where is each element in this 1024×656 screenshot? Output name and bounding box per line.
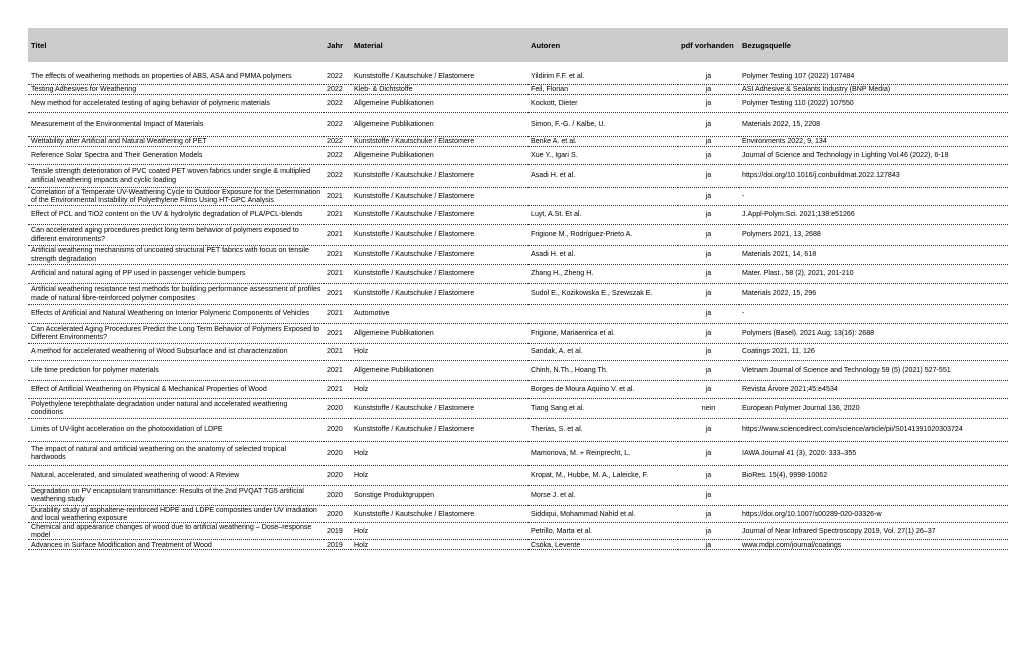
cell-material: Allgemeine Publikationen [351, 112, 528, 136]
cell-jahr: 2022 [324, 94, 351, 112]
cell-titel: A method for accelerated weathering of Wood Subsurface and ist characterization [28, 343, 324, 360]
cell-titel: Wettability after Artificial and Natural Weathering of PET [28, 136, 324, 146]
cell-quelle: Materials 2022, 15, 2208 [739, 112, 1008, 136]
cell-material: Allgemeine Publikationen [351, 360, 528, 380]
cell-titel: Can Accelerated Aging Procedures Predict the Long Term Behavior of Polymers Exposed to Different Environments? [28, 323, 324, 343]
cell-titel: Chemical and appearance changes of wood due to artificial weathering – Dose–response model [28, 522, 324, 539]
cell-autoren: Frigione M., Rodríguez-Prieto A. [528, 224, 678, 245]
cell-pdf: ja [678, 522, 739, 539]
cell-quelle: https://doi.org/10.1016/j.conbuildmat.2022.127843 [739, 164, 1008, 187]
table-row[interactable] [28, 187, 1008, 205]
cell-pdf: ja [678, 68, 739, 84]
cell-pdf: ja [678, 245, 739, 264]
cell-quelle: Coatings 2021, 11, 126 [739, 343, 1008, 360]
cell-autoren: Morse J. et al. [528, 485, 678, 505]
cell-pdf: ja [678, 283, 739, 304]
header-jahr[interactable]: Jahr [324, 28, 351, 62]
cell-autoren: Zhang H., Zheng H. [528, 264, 678, 283]
cell-titel: Correlation of a Temperate UV-Weathering Cycle to Outdoor Exposure for the Determination of the Environmental Instability of Polyethylene Films Using HT-GPC Analysis [28, 187, 324, 205]
header-material[interactable]: Material [351, 28, 528, 62]
cell-material: Kunststoffe / Kautschuke / Elastomere [351, 398, 528, 418]
cell-quelle: Mater. Plast., 58 (2), 2021, 201-210 [739, 264, 1008, 283]
cell-autoren: Yildirim F.F. et al. [528, 68, 678, 84]
cell-autoren: Simon, F.-G. / Kalbe, U. [528, 112, 678, 136]
table-body [28, 62, 1008, 550]
cell-pdf: ja [678, 360, 739, 380]
cell-jahr: 2019 [324, 522, 351, 539]
cell-pdf: ja [678, 418, 739, 441]
cell-material: Holz [351, 441, 528, 465]
cell-material: Holz [351, 522, 528, 539]
table-header-row [28, 28, 1008, 62]
cell-pdf: ja [678, 540, 739, 550]
table-row[interactable] [28, 84, 1008, 94]
cell-jahr: 2021 [324, 304, 351, 323]
cell-quelle: J.Appl-Polym.Sci. 2021;138:e51266 [739, 205, 1008, 224]
cell-autoren: Benke A. et al. [528, 136, 678, 146]
cell-titel: Testing Adhesives for Weathering [28, 84, 324, 94]
cell-quelle: - [739, 187, 1008, 205]
cell-material: Kunststoffe / Kautschuke / Elastomere [351, 418, 528, 441]
cell-titel: Degradation on PV encapsulant transmittance: Results of the 2nd PVQAT TG5 artificial weathering study [28, 485, 324, 505]
cell-quelle: Polymer Testing 110 (2022) 107550 [739, 94, 1008, 112]
cell-jahr: 2020 [324, 465, 351, 485]
cell-quelle: Polymers (Basel). 2021 Aug; 13(16): 2688 [739, 323, 1008, 343]
cell-jahr: 2021 [324, 323, 351, 343]
cell-jahr: 2021 [324, 264, 351, 283]
header-titel[interactable]: Titel [28, 28, 324, 62]
cell-titel: Effect of Artificial Weathering on Physical & Mechanical Properties of Wood [28, 380, 324, 398]
cell-titel: The effects of weathering methods on properties of ABS, ASA and PMMA polymers [28, 68, 324, 84]
table-row[interactable] [28, 205, 1008, 224]
cell-material: Sonstige Produktgruppen [351, 485, 528, 505]
cell-titel: Advances in Surface Modification and Treatment of Wood [28, 540, 324, 550]
cell-quelle [739, 485, 1008, 505]
cell-autoren: Sudol E., Kozikowska E., Szewszak E. [528, 283, 678, 304]
cell-material: Automotive [351, 304, 528, 323]
cell-quelle: Journal of Near Infrared Spectroscopy 2019, Vol. 27(1) 26–37 [739, 522, 1008, 539]
cell-autoren: Feil, Florian [528, 84, 678, 94]
cell-autoren [528, 187, 678, 205]
cell-autoren: Siddiqui, Mohammad Nahid et al. [528, 505, 678, 522]
cell-jahr: 2022 [324, 68, 351, 84]
cell-titel: Effect of PCL and TiO2 content on the UV & hydrolytic degradation of PLA/PCL-blends [28, 205, 324, 224]
cell-material: Holz [351, 540, 528, 550]
cell-pdf: ja [678, 323, 739, 343]
cell-titel: Reference Solar Spectra and Their Generation Models [28, 146, 324, 164]
cell-titel: Natural, accelerated, and simulated weathering of wood: A Review [28, 465, 324, 485]
table-row[interactable] [28, 418, 1008, 441]
cell-autoren: Asadi H. et al. [528, 245, 678, 264]
cell-quelle: - [739, 304, 1008, 323]
cell-titel: Limits of UV-light acceleration on the photooxidation of LDPE [28, 418, 324, 441]
cell-pdf: ja [678, 164, 739, 187]
table-row[interactable] [28, 323, 1008, 343]
table-row[interactable] [28, 146, 1008, 164]
cell-material: Holz [351, 380, 528, 398]
cell-quelle: BioRes. 15(4), 9998-10062 [739, 465, 1008, 485]
cell-quelle: ASI Adhesive & Sealants Industry (BNP Media) [739, 84, 1008, 94]
cell-pdf: nein [678, 398, 739, 418]
cell-pdf: ja [678, 187, 739, 205]
cell-pdf: ja [678, 380, 739, 398]
cell-jahr: 2022 [324, 146, 351, 164]
cell-material: Allgemeine Publikationen [351, 146, 528, 164]
cell-autoren: Sandak, A. et al. [528, 343, 678, 360]
cell-jahr: 2021 [324, 187, 351, 205]
header-autoren[interactable]: Autoren [528, 28, 678, 62]
table-row[interactable] [28, 264, 1008, 283]
cell-material: Kunststoffe / Kautschuke / Elastomere [351, 245, 528, 264]
cell-autoren: Mamonova, M. + Reinprecht, L. [528, 441, 678, 465]
cell-jahr: 2020 [324, 505, 351, 522]
cell-autoren: Luyt, A.St. Et al. [528, 205, 678, 224]
cell-pdf: ja [678, 205, 739, 224]
cell-autoren [528, 304, 678, 323]
cell-jahr: 2021 [324, 245, 351, 264]
cell-material: Kleb- & Dichtstoffe [351, 84, 528, 94]
cell-pdf: ja [678, 224, 739, 245]
cell-titel: Tensile strength deterioration of PVC coated PET woven fabrics under single & multiplied artificial weathering impacts and cyclic loading [28, 164, 324, 187]
cell-titel: Can accelerated aging procedures predict long term behavior of polymers exposed to different environments? [28, 224, 324, 245]
cell-jahr: 2022 [324, 164, 351, 187]
cell-jahr: 2021 [324, 360, 351, 380]
header-pdf[interactable]: pdf vorhanden [678, 28, 739, 62]
table-row[interactable] [28, 164, 1008, 187]
cell-quelle: www.mdpi.com/journal/coatings [739, 540, 1008, 550]
cell-autoren: Kockott, Dieter [528, 94, 678, 112]
cell-jahr: 2022 [324, 112, 351, 136]
cell-pdf: ja [678, 441, 739, 465]
cell-autoren: Tiang Sang et al. [528, 398, 678, 418]
table-row[interactable] [28, 505, 1008, 522]
cell-quelle: Polymer Testing 107 (2022) 107484 [739, 68, 1008, 84]
table-row[interactable] [28, 380, 1008, 398]
cell-quelle: IAWA Journal 41 (3), 2020: 333–355 [739, 441, 1008, 465]
cell-material: Kunststoffe / Kautschuke / Elastomere [351, 68, 528, 84]
cell-material: Kunststoffe / Kautschuke / Elastomere [351, 224, 528, 245]
cell-jahr: 2022 [324, 84, 351, 94]
cell-titel: Artificial and natural aging of PP used in passenger vehicle bumpers [28, 264, 324, 283]
cell-material: Kunststoffe / Kautschuke / Elastomere [351, 283, 528, 304]
table-row[interactable] [28, 398, 1008, 418]
table-row[interactable] [28, 94, 1008, 112]
cell-jahr: 2022 [324, 136, 351, 146]
cell-material: Kunststoffe / Kautschuke / Elastomere [351, 136, 528, 146]
cell-quelle: https://www.sciencedirect.com/science/article/pii/S0141391020303724 [739, 418, 1008, 441]
cell-jahr: 2021 [324, 205, 351, 224]
cell-quelle: Materials 2022, 15, 296 [739, 283, 1008, 304]
cell-material: Holz [351, 343, 528, 360]
cell-pdf: ja [678, 112, 739, 136]
cell-jahr: 2021 [324, 283, 351, 304]
cell-titel: Polyethylene terephthalate degradation under natural and accelerated weathering conditions [28, 398, 324, 418]
cell-material: Kunststoffe / Kautschuke / Elastomere [351, 164, 528, 187]
cell-autoren: Kropat, M., Hubbe, M. A., Laleicke, F. [528, 465, 678, 485]
cell-jahr: 2020 [324, 398, 351, 418]
cell-pdf: ja [678, 84, 739, 94]
cell-titel: New method for accelerated testing of aging behavior of polymeric materials [28, 94, 324, 112]
cell-material: Kunststoffe / Kautschuke / Elastomere [351, 505, 528, 522]
table-row[interactable] [28, 522, 1008, 539]
cell-titel: Effects of Artificial and Natural Weathering on Interior Polymeric Components of Vehicles [28, 304, 324, 323]
cell-titel: Life time prediction for polymer materials [28, 360, 324, 380]
table-row[interactable] [28, 465, 1008, 485]
cell-quelle: Materials 2021, 14, 618 [739, 245, 1008, 264]
cell-pdf: ja [678, 136, 739, 146]
cell-pdf: ja [678, 304, 739, 323]
cell-material: Allgemeine Publikationen [351, 94, 528, 112]
table-row[interactable] [28, 112, 1008, 136]
cell-autoren: Asadi H. et al. [528, 164, 678, 187]
cell-jahr: 2020 [324, 441, 351, 465]
cell-pdf: ja [678, 146, 739, 164]
cell-material: Kunststoffe / Kautschuke / Elastomere [351, 187, 528, 205]
cell-jahr: 2019 [324, 540, 351, 550]
header-quelle[interactable]: Bezugsquelle [739, 28, 1008, 62]
table-row[interactable] [28, 485, 1008, 505]
cell-quelle: Environments 2022, 9, 134 [739, 136, 1008, 146]
table-row[interactable] [28, 360, 1008, 380]
table-row[interactable] [28, 441, 1008, 465]
table-row[interactable] [28, 540, 1008, 550]
cell-autoren: Borges de Moura Aquino V. et al. [528, 380, 678, 398]
cell-pdf: ja [678, 264, 739, 283]
cell-pdf: ja [678, 505, 739, 522]
cell-quelle: European Polymer Journal 136, 2020 [739, 398, 1008, 418]
table-row[interactable] [28, 245, 1008, 264]
cell-autoren: Frigione, Mariaenrica et al. [528, 323, 678, 343]
cell-pdf: ja [678, 94, 739, 112]
table-row[interactable] [28, 343, 1008, 360]
cell-jahr: 2021 [324, 224, 351, 245]
literature-table [28, 28, 1008, 550]
table-row[interactable] [28, 283, 1008, 304]
cell-jahr: 2021 [324, 343, 351, 360]
cell-titel: Artificial weathering resistance test methods for building performance assessment of profiles made of natural fibre-reinforced polymer composites [28, 283, 324, 304]
cell-quelle: Journal of Science and Technology in Lighting Vol.46 (2022), 6-18 [739, 146, 1008, 164]
cell-autoren: Therias, S. et al. [528, 418, 678, 441]
literature-table-sheet [28, 28, 1008, 550]
cell-autoren: Chinh, N.Th., Hoang Th. [528, 360, 678, 380]
table-row[interactable] [28, 68, 1008, 84]
cell-titel: Durability study of asphaltene-reinforced HDPE and LDPE composites under UV irradiation and local weathering exposure [28, 505, 324, 522]
cell-quelle: Vietnam Journal of Science and Technology 59 (5) (2021) 527-551 [739, 360, 1008, 380]
cell-quelle: Polymers 2021, 13, 2688 [739, 224, 1008, 245]
cell-autoren: Xue Y., Igari S. [528, 146, 678, 164]
cell-material: Kunststoffe / Kautschuke / Elastomere [351, 264, 528, 283]
cell-pdf: ja [678, 465, 739, 485]
table-row[interactable] [28, 224, 1008, 245]
cell-titel: Measurement of the Environmental Impact of Materials [28, 112, 324, 136]
cell-jahr: 2020 [324, 485, 351, 505]
cell-titel: The impact of natural and artificial weathering on the anatomy of selected tropical hardwoods [28, 441, 324, 465]
cell-titel: Artificial weathering mechanisms of uncoated structural PET fabrics with focus on tensile strength degradation [28, 245, 324, 264]
cell-material: Holz [351, 465, 528, 485]
cell-autoren: Petrillo, Marta et al. [528, 522, 678, 539]
cell-pdf: ja [678, 343, 739, 360]
table-row[interactable] [28, 304, 1008, 323]
cell-autoren: Csóka, Levente [528, 540, 678, 550]
cell-material: Kunststoffe / Kautschuke / Elastomere [351, 205, 528, 224]
cell-jahr: 2020 [324, 418, 351, 441]
cell-pdf: ja [678, 485, 739, 505]
cell-material: Allgemeine Publikationen [351, 323, 528, 343]
table-row[interactable] [28, 136, 1008, 146]
cell-jahr: 2021 [324, 380, 351, 398]
cell-quelle: Revista Árvore 2021;45:e4534 [739, 380, 1008, 398]
cell-quelle: https://doi.org/10.1007/s00289-020-03326-w [739, 505, 1008, 522]
